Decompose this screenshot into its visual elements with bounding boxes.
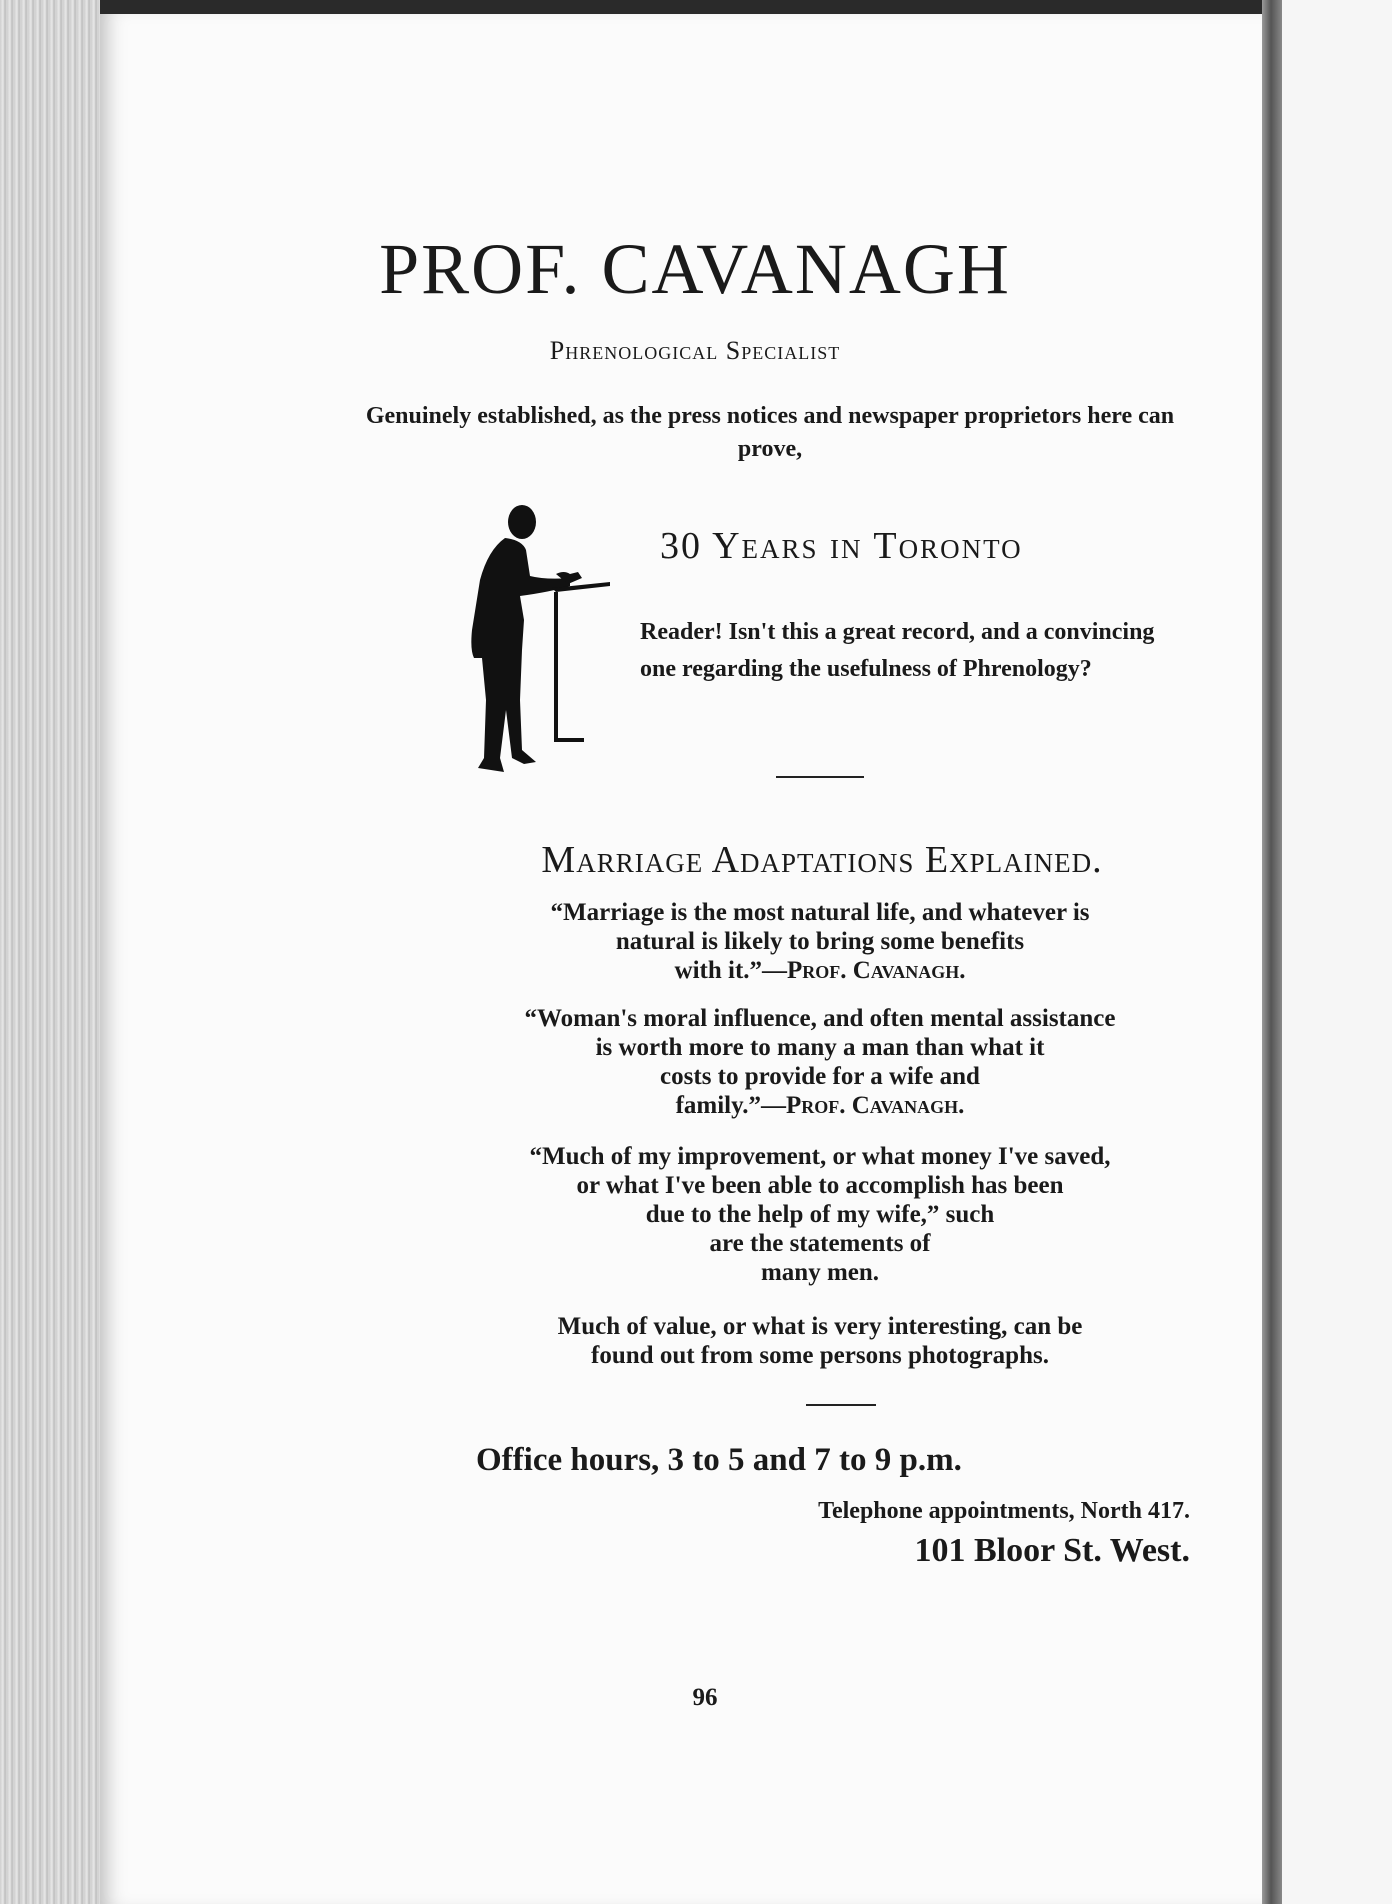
reader-text: Reader! Isn't this a great record, and a convincing one regarding the usefulness of Phrenology?: [640, 619, 1155, 682]
book-page: [100, 14, 1270, 1904]
quote-line: many men.: [760, 1259, 880, 1286]
intro-text: Genuinely established, as the press notices and newspaper proprietors here can prove,: [365, 403, 1175, 462]
quote-3: [440, 1142, 1200, 1287]
quote-line: are the statements of: [709, 1230, 931, 1257]
quote-line: natural is likely to bring some benefits: [615, 928, 1025, 955]
quote-end: with it.”—: [674, 957, 788, 984]
top-shadow: [100, 0, 1270, 14]
years-heading: 30 Years in Toronto: [660, 525, 1023, 567]
section-heading: Marriage Adaptations Explained.: [541, 839, 1103, 881]
quote-line: costs to provide for a wife and: [660, 1063, 980, 1090]
page-number: 96: [692, 1684, 718, 1711]
quote-2: [440, 1004, 1200, 1120]
book-page-edges: [0, 0, 112, 1904]
quote-line: due to the help of my wife,” such: [645, 1201, 995, 1228]
closing-line: found out from some persons photographs.: [591, 1342, 1049, 1369]
book-gutter: [1262, 0, 1282, 1904]
divider: [776, 776, 864, 778]
closing-text: [440, 1312, 1200, 1370]
quote-line: [440, 956, 1200, 985]
next-page-edge: [1282, 0, 1392, 1904]
quote-line: “Marriage is the most natural life, and whatever is: [550, 899, 1090, 926]
quote-line: “Much of my improvement, or what money I've saved,: [529, 1143, 1111, 1170]
quote-line: “Woman's moral influence, and often mental assistance: [524, 1005, 1116, 1032]
office-hours: Office hours, 3 to 5 and 7 to 9 p.m.: [476, 1442, 962, 1478]
quote-1: [440, 898, 1200, 985]
quote-line: or what I've been able to accomplish has been: [576, 1172, 1064, 1199]
advertisement: [100, 14, 1270, 1904]
attribution: Prof. Cavanagh.: [787, 957, 966, 984]
quote-end: family.”—: [675, 1092, 786, 1119]
address: 101 Bloor St. West.: [914, 1532, 1190, 1569]
quote-line: is worth more to many a man than what it: [595, 1034, 1045, 1061]
subtitle: Phrenological Specialist: [549, 336, 841, 365]
page-title: PROF. CAVANAGH: [379, 229, 1011, 309]
man-at-lectern-illustration: [460, 500, 630, 780]
closing-line: Much of value, or what is very interesting, can be: [557, 1313, 1083, 1340]
divider: [806, 1404, 876, 1406]
attribution: Prof. Cavanagh.: [785, 1092, 965, 1119]
telephone: Telephone appointments, North 417.: [818, 1498, 1190, 1524]
quote-line: [440, 1091, 1200, 1120]
